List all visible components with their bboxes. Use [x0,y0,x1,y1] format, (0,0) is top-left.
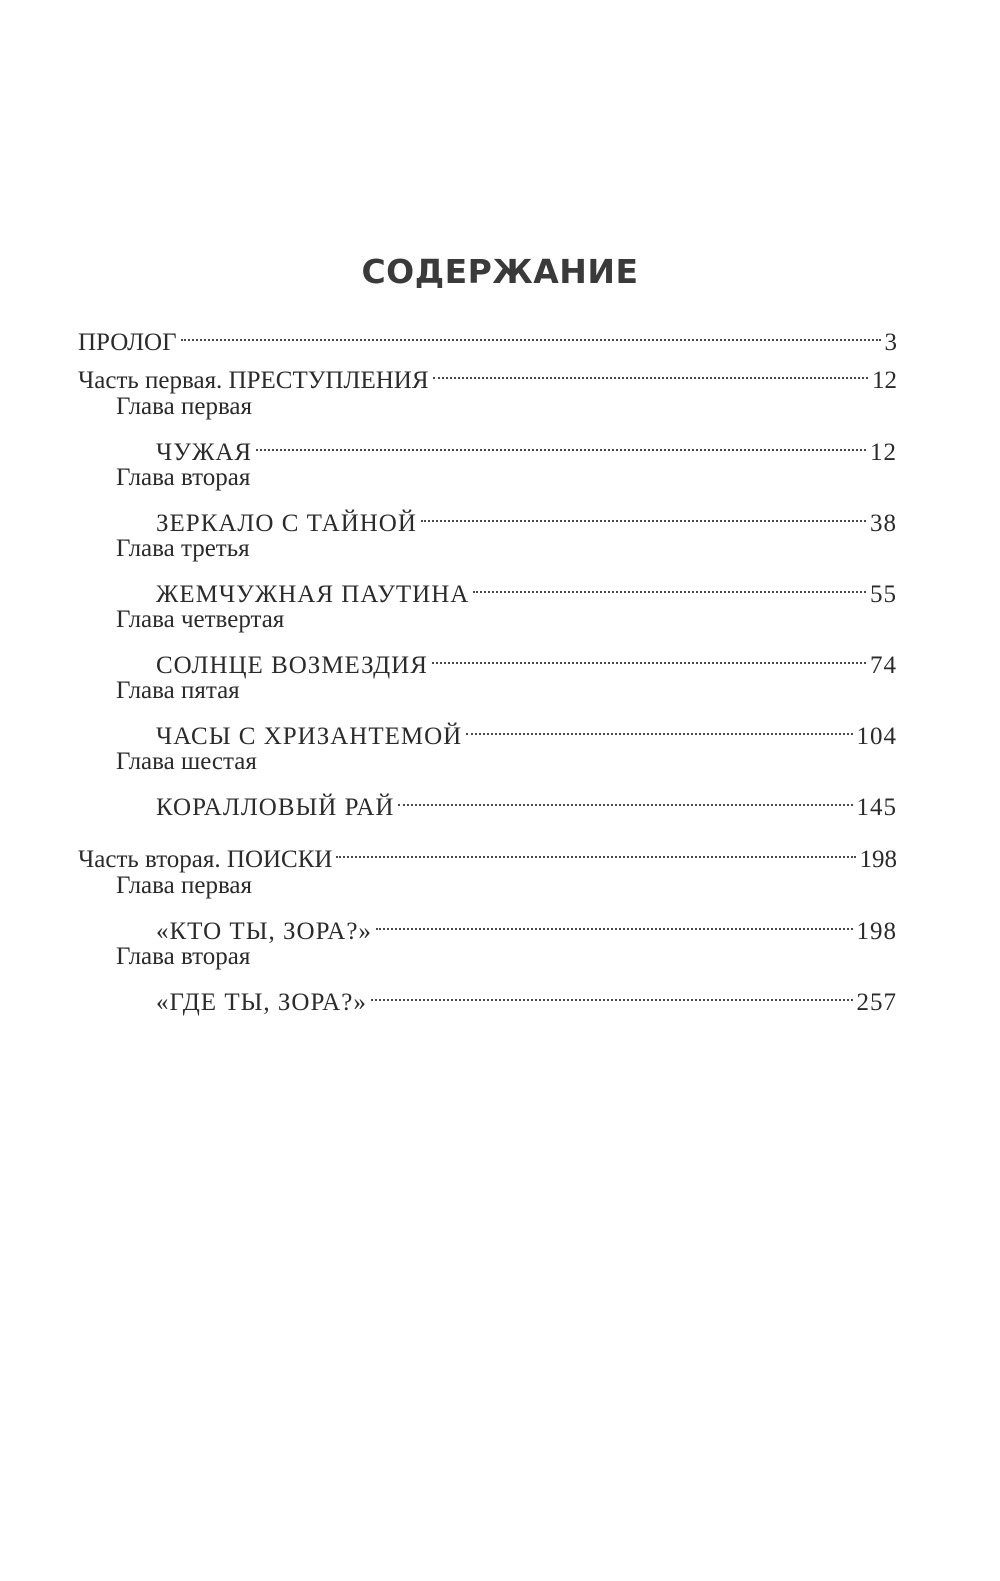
dot-leader [336,831,855,867]
dot-leader [466,708,852,744]
dot-leader [421,495,866,531]
toc-entry-label: ЧУЖАЯ [156,439,253,466]
toc-page-number: 145 [856,794,897,821]
dot-leader [432,637,866,673]
toc-chapter-number: Глава первая [116,872,253,899]
dot-leader [371,974,853,1010]
page-title: СОДЕРЖАНИЕ [361,252,639,291]
toc-entry-part-1-chapter-4[interactable] [156,637,897,684]
toc-page-number: 104 [856,723,897,750]
toc-chapter-number: Глава шестая [116,748,257,775]
dot-leader [376,903,853,939]
toc-page-number: 3 [884,329,897,356]
toc-entry-part-1-chapter-1[interactable] [156,424,897,471]
toc-chapter-number: Глава вторая [116,464,251,491]
toc-entry-label: ПРОЛОГ [78,329,177,356]
toc-entry-label: «КТО ТЫ, ЗОРА?» [156,918,372,945]
toc-chapter-number: Глава четвертая [116,606,285,633]
toc-entry-label: СОЛНЦЕ ВОЗМЕЗДИЯ [156,652,428,679]
toc-entry-part-2-chapter-2[interactable] [156,974,897,1021]
toc-page-number: 38 [870,510,897,537]
toc-entry-part-2-chapter-1[interactable] [156,903,897,950]
toc-entry-label: ЖЕМЧУЖНАЯ ПАУТИНА [156,581,470,608]
toc-entry-part-1-chapter-2[interactable] [156,495,897,542]
toc-entry-label: Часть вторая. ПОИСКИ [78,846,333,873]
toc-chapter-number: Глава вторая [116,943,251,970]
toc-entry-label: КОРАЛЛОВЫЙ РАЙ [156,794,395,821]
toc-entry-part-1-chapter-6[interactable] [156,779,897,826]
toc-entry-label: ЧАСЫ С ХРИЗАНТЕМОЙ [156,723,463,750]
toc-chapter-number: Глава третья [116,535,250,562]
toc-page-number: 74 [870,652,897,679]
dot-leader [433,352,868,388]
toc-page-number: 257 [856,989,897,1016]
dot-leader [398,779,852,815]
toc-page-number: 12 [870,439,897,466]
toc-page-number: 198 [856,918,897,945]
dot-leader [256,424,866,460]
toc-entry-label: ЗЕРКАЛО С ТАЙНОЙ [156,510,417,537]
toc-page-number: 55 [870,581,897,608]
toc-entry-label: Часть первая. ПРЕСТУПЛЕНИЯ [78,367,429,394]
toc-chapter-number: Глава первая [116,393,253,420]
toc-chapter-number: Глава пятая [116,677,240,704]
toc-entry-part-1-chapter-5[interactable] [156,708,897,755]
toc-page-number: 198 [859,846,897,873]
dot-leader [181,314,881,350]
dot-leader [473,566,866,602]
toc-page-number: 12 [872,367,897,394]
toc-entry-label: «ГДЕ ТЫ, ЗОРА?» [156,989,367,1016]
